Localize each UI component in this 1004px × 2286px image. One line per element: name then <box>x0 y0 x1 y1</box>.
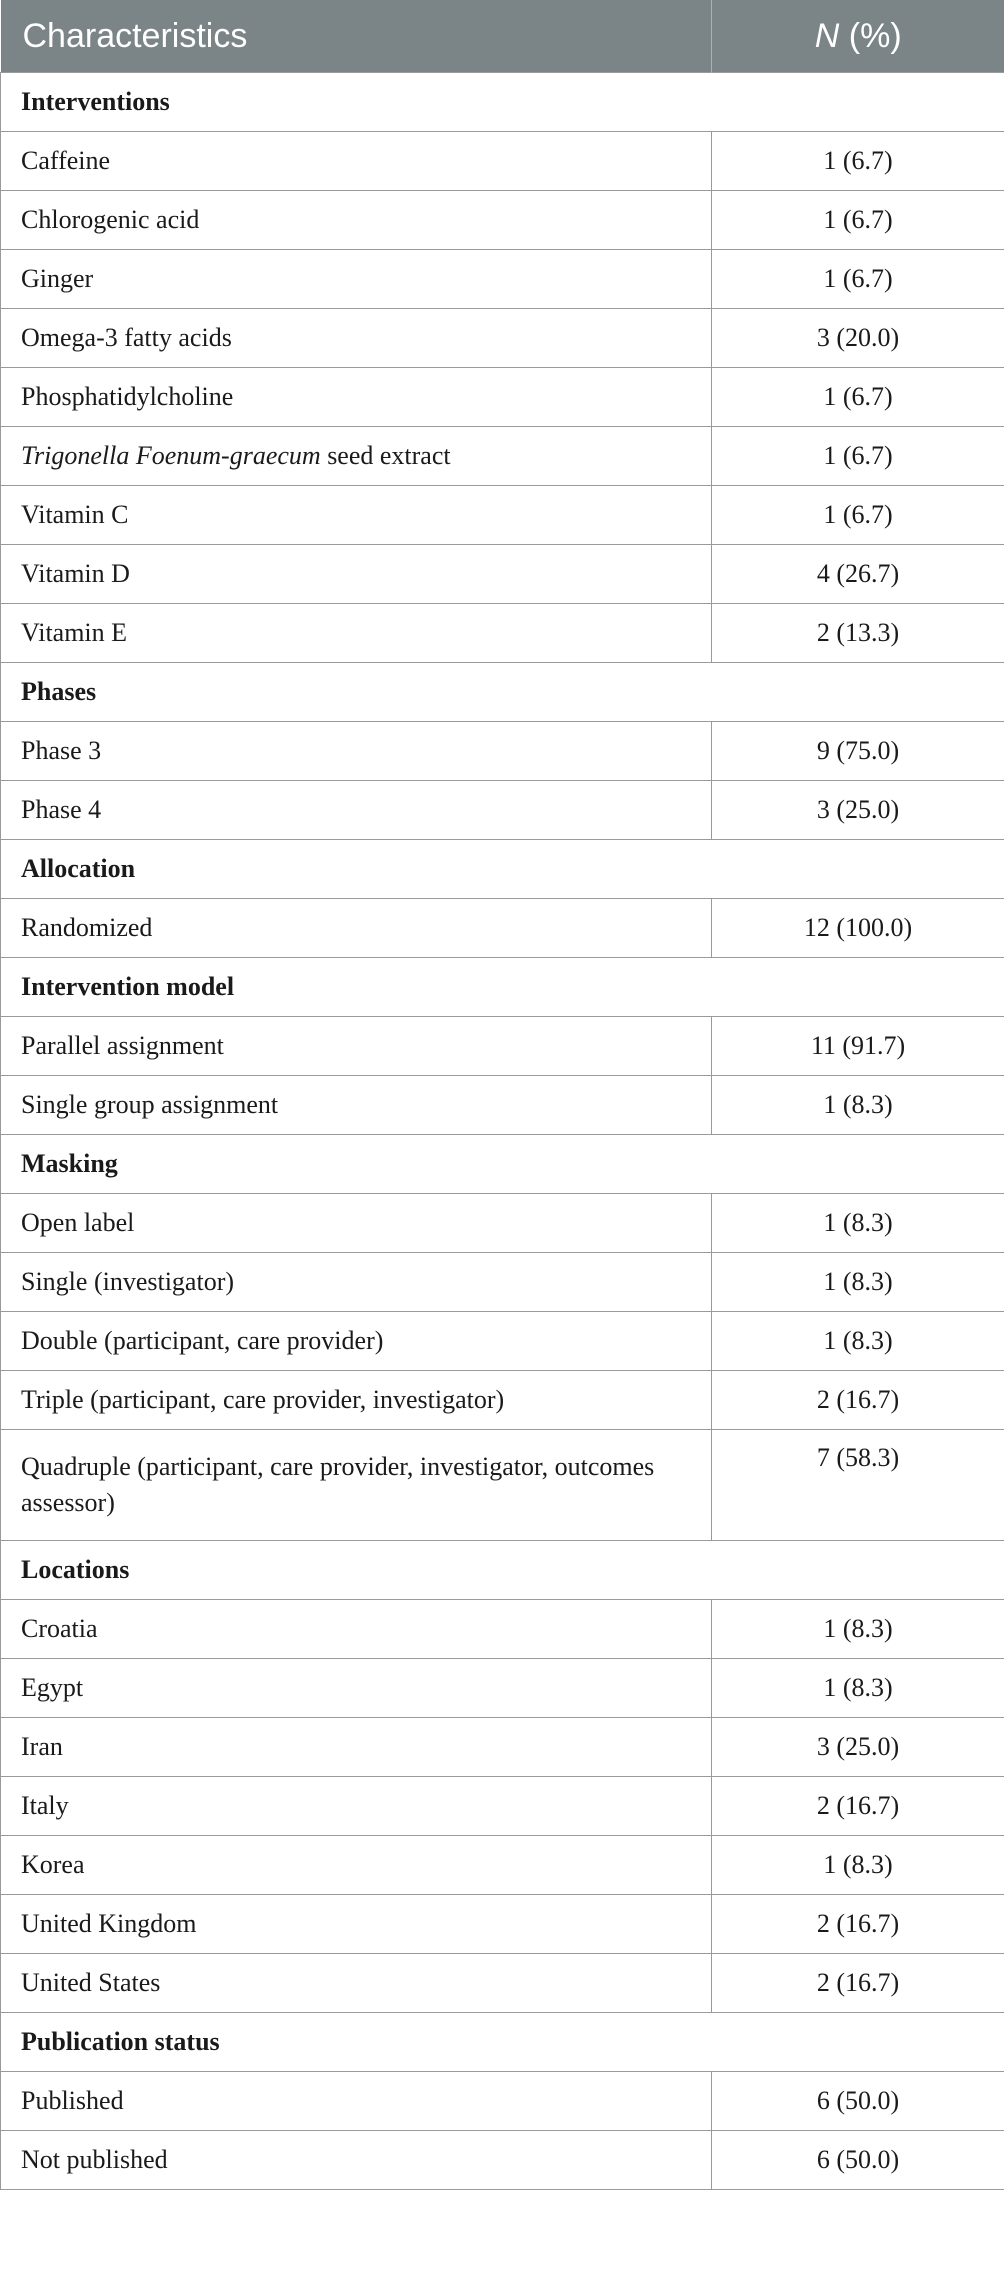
row-label: United Kingdom <box>1 1895 712 1954</box>
row-value: 1 (8.3) <box>712 1659 1004 1718</box>
header-n-symbol: N <box>814 16 840 55</box>
row-value: 2 (13.3) <box>712 604 1004 663</box>
table-row <box>1 1836 1004 1895</box>
table-row <box>1 722 1004 781</box>
row-label: Vitamin E <box>1 604 712 663</box>
row-value: 1 (8.3) <box>712 1253 1004 1312</box>
table-row <box>1 1777 1004 1836</box>
row-value: 2 (16.7) <box>712 1371 1004 1430</box>
row-label: Omega-3 fatty acids <box>1 309 712 368</box>
row-label: Korea <box>1 1836 712 1895</box>
section-title: Allocation <box>1 840 1004 899</box>
table-row <box>1 2131 1004 2190</box>
header-characteristics: Characteristics <box>1 0 712 73</box>
table-row <box>1 250 1004 309</box>
row-value: 4 (26.7) <box>712 545 1004 604</box>
table-row <box>1 1895 1004 1954</box>
row-value: 2 (16.7) <box>712 1895 1004 1954</box>
table-row <box>1 132 1004 191</box>
row-label: Iran <box>1 1718 712 1777</box>
row-label: Egypt <box>1 1659 712 1718</box>
row-label <box>1 427 712 486</box>
section-row <box>1 2013 1004 2072</box>
table-row <box>1 1954 1004 2013</box>
row-label: Double (participant, care provider) <box>1 1312 712 1371</box>
section-row <box>1 1135 1004 1194</box>
row-value: 3 (20.0) <box>712 309 1004 368</box>
row-label: Chlorogenic acid <box>1 191 712 250</box>
row-value: 1 (8.3) <box>712 1076 1004 1135</box>
table-row <box>1 899 1004 958</box>
row-label: Quadruple (participant, care provider, investigator, outcomes assessor) <box>1 1430 712 1541</box>
table-row <box>1 1371 1004 1430</box>
section-row <box>1 1541 1004 1600</box>
section-title: Interventions <box>1 73 1004 132</box>
row-label: Parallel assignment <box>1 1017 712 1076</box>
row-value: 1 (6.7) <box>712 191 1004 250</box>
row-label: Vitamin C <box>1 486 712 545</box>
table-row <box>1 368 1004 427</box>
row-value: 1 (6.7) <box>712 486 1004 545</box>
table-row <box>1 1017 1004 1076</box>
row-label: Italy <box>1 1777 712 1836</box>
table-body <box>1 73 1004 2190</box>
table-row <box>1 1194 1004 1253</box>
section-title: Phases <box>1 663 1004 722</box>
table-row <box>1 1659 1004 1718</box>
row-value: 1 (8.3) <box>712 1312 1004 1371</box>
table-row <box>1 1312 1004 1371</box>
row-label: Croatia <box>1 1600 712 1659</box>
row-label: Vitamin D <box>1 545 712 604</box>
table-header <box>1 0 1004 73</box>
section-row <box>1 73 1004 132</box>
header-row <box>1 0 1004 73</box>
table-row <box>1 191 1004 250</box>
row-value: 12 (100.0) <box>712 899 1004 958</box>
row-label: Published <box>1 2072 712 2131</box>
header-n-percent <box>712 0 1004 73</box>
row-value: 3 (25.0) <box>712 781 1004 840</box>
table-row <box>1 545 1004 604</box>
row-label-italic: Trigonella Foenum-graecum <box>21 441 321 470</box>
table-row <box>1 427 1004 486</box>
row-value: 1 (8.3) <box>712 1194 1004 1253</box>
row-value: 6 (50.0) <box>712 2072 1004 2131</box>
row-label: Open label <box>1 1194 712 1253</box>
row-value: 9 (75.0) <box>712 722 1004 781</box>
row-value: 1 (6.7) <box>712 132 1004 191</box>
row-label-rest: seed extract <box>320 441 451 470</box>
section-row <box>1 663 1004 722</box>
section-row <box>1 958 1004 1017</box>
table-row <box>1 309 1004 368</box>
table-row <box>1 486 1004 545</box>
row-label: Randomized <box>1 899 712 958</box>
table-row <box>1 1600 1004 1659</box>
row-label: Phase 3 <box>1 722 712 781</box>
section-title: Locations <box>1 1541 1004 1600</box>
row-value: 6 (50.0) <box>712 2131 1004 2190</box>
table-row <box>1 1430 1004 1541</box>
table-row <box>1 2072 1004 2131</box>
table-row <box>1 1718 1004 1777</box>
table-row <box>1 1076 1004 1135</box>
row-value: 2 (16.7) <box>712 1954 1004 2013</box>
row-label: United States <box>1 1954 712 2013</box>
header-percent-label: (%) <box>839 16 902 55</box>
row-value: 1 (8.3) <box>712 1836 1004 1895</box>
section-title: Masking <box>1 1135 1004 1194</box>
table-row <box>1 1253 1004 1312</box>
row-label: Caffeine <box>1 132 712 191</box>
row-value: 11 (91.7) <box>712 1017 1004 1076</box>
section-row <box>1 840 1004 899</box>
row-value: 3 (25.0) <box>712 1718 1004 1777</box>
row-label: Single group assignment <box>1 1076 712 1135</box>
section-title: Intervention model <box>1 958 1004 1017</box>
row-value: 1 (6.7) <box>712 368 1004 427</box>
row-label: Phosphatidylcholine <box>1 368 712 427</box>
table-row <box>1 604 1004 663</box>
row-value: 1 (8.3) <box>712 1600 1004 1659</box>
row-label: Not published <box>1 2131 712 2190</box>
row-label: Triple (participant, care provider, investigator) <box>1 1371 712 1430</box>
row-label: Phase 4 <box>1 781 712 840</box>
row-label: Single (investigator) <box>1 1253 712 1312</box>
row-value: 1 (6.7) <box>712 250 1004 309</box>
row-label: Ginger <box>1 250 712 309</box>
row-value: 2 (16.7) <box>712 1777 1004 1836</box>
row-value: 1 (6.7) <box>712 427 1004 486</box>
table-row <box>1 781 1004 840</box>
row-value: 7 (58.3) <box>712 1430 1004 1541</box>
section-title: Publication status <box>1 2013 1004 2072</box>
